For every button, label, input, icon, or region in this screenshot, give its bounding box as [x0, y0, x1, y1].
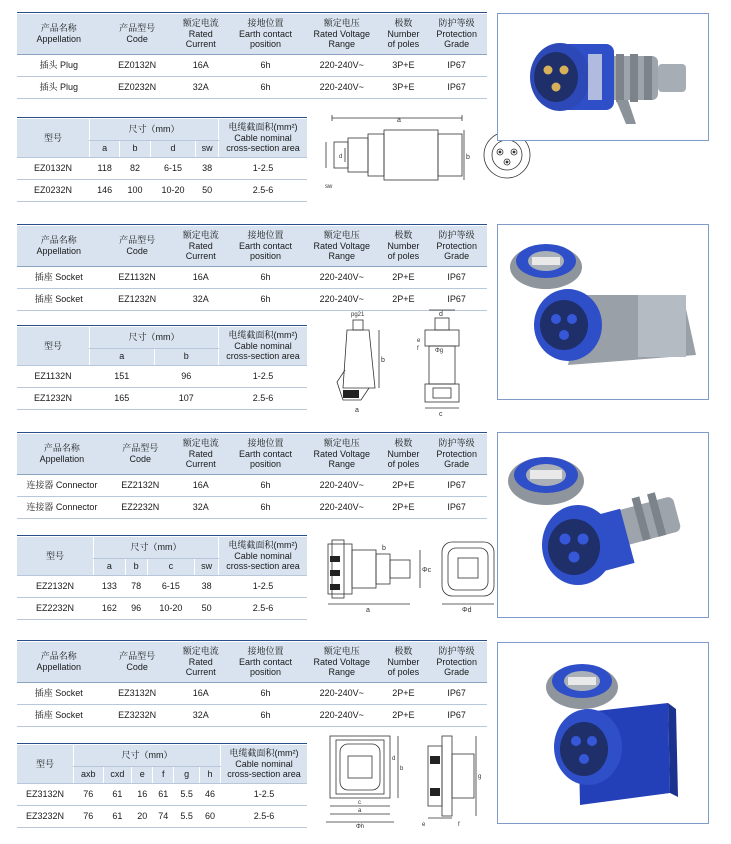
cell-dim: 50 [196, 179, 219, 201]
col-protection: 防护等级 Protection Grade [426, 434, 487, 474]
cell-model: EZ3232N [17, 805, 74, 827]
col-code: 产品型号 Code [101, 226, 174, 266]
col-voltage: 额定电压 Rated Voltage Range [303, 226, 380, 266]
cell-current: 32A [174, 76, 228, 98]
table-row [17, 496, 487, 518]
spec-table-connector [17, 434, 487, 519]
cell-dim: 165 [90, 387, 155, 409]
dim-col-f: f [153, 766, 174, 783]
dim-col-cable: 电缆截面积(mm²) Cable nominal cross-section area [221, 745, 308, 783]
cell-cable: 1-2.5 [221, 783, 308, 805]
dim-label-d: d [439, 311, 443, 318]
dim-col-size: 尺寸（mm） [90, 119, 219, 140]
dim-col-a: a [90, 140, 120, 157]
wall-socket-image [498, 225, 708, 399]
cell-dim: 10-20 [147, 597, 195, 619]
spec-table-plug [17, 14, 487, 99]
dim-col-a: a [90, 348, 155, 365]
dim-label-g: Φg [435, 348, 444, 354]
cell-dim: 118 [90, 157, 120, 179]
dim-col-model: 型号 [17, 119, 90, 157]
dim-label-h: Φh [356, 824, 365, 830]
section-rule [17, 743, 307, 744]
wall-socket-technical-drawing [325, 308, 485, 418]
cell-dim: 133 [94, 575, 126, 597]
section-rule [17, 325, 307, 326]
section-rule [17, 640, 487, 641]
cell-poles: 2P+E [380, 704, 426, 726]
product-photo-connector [497, 432, 709, 618]
dim-label-b: b [381, 357, 385, 364]
dim-label-b: b [382, 545, 386, 552]
dim-label-c: c [358, 800, 361, 806]
cell-dim: 151 [90, 365, 155, 387]
col-earth: 接地位置 Earth contact position [228, 226, 303, 266]
cell-current: 32A [174, 288, 228, 310]
section-rule [17, 535, 307, 536]
cell-ip: IP67 [426, 54, 487, 76]
panel-socket-technical-drawing [322, 730, 498, 838]
col-code: 产品型号 Code [101, 14, 174, 54]
table-row [17, 474, 487, 496]
cell-voltage: 220-240V~ [303, 54, 380, 76]
cell-dim: 38 [196, 157, 219, 179]
col-earth: 接地位置 Earth contact position [228, 434, 303, 474]
dim-label-e: e [417, 338, 421, 344]
dim-label-b: b [400, 766, 404, 772]
table-row [17, 387, 307, 409]
dim-col-cable: 电缆截面积(mm²) Cable nominal cross-section area [219, 537, 308, 575]
cell-earth: 6h [228, 266, 303, 288]
cell-dim: 61 [103, 805, 132, 827]
section-connector [0, 420, 731, 630]
dim-label-f: f [417, 346, 419, 352]
spec-table-wall-socket [17, 226, 487, 311]
cell-current: 32A [174, 704, 228, 726]
cell-dim: 76 [74, 783, 104, 805]
cell-poles: 2P+E [380, 288, 426, 310]
dim-label-g: g [478, 774, 482, 780]
cell-name: 插座 Socket [17, 288, 101, 310]
col-appellation: 产品名称 Appellation [17, 642, 101, 682]
cell-code: EZ3232N [101, 704, 174, 726]
dim-label-d: d [392, 756, 396, 762]
col-protection: 防护等级 Protection Grade [426, 14, 487, 54]
dim-col-d: d [150, 140, 196, 157]
cell-dim: 46 [199, 783, 220, 805]
cell-earth: 6h [228, 704, 303, 726]
dim-col-size: 尺寸（mm） [90, 327, 219, 348]
cell-ip: IP67 [426, 682, 487, 704]
cell-cable: 1-2.5 [219, 157, 308, 179]
dim-col-model: 型号 [17, 745, 74, 783]
cell-code: EZ0132N [101, 54, 174, 76]
cell-dim: 74 [153, 805, 174, 827]
table-row [17, 157, 307, 179]
cell-voltage: 220-240V~ [303, 266, 380, 288]
cell-dim: 50 [195, 597, 219, 619]
table-row [17, 76, 487, 98]
cell-poles: 2P+E [380, 266, 426, 288]
cell-voltage: 220-240V~ [303, 288, 380, 310]
section-panel-socket [0, 630, 731, 844]
table-row [17, 805, 307, 827]
cell-dim: 60 [199, 805, 220, 827]
dim-label-d: d [339, 154, 343, 160]
cell-earth: 6h [228, 474, 303, 496]
dim-col-g: g [174, 766, 200, 783]
cell-current: 16A [174, 474, 228, 496]
dim-col-b: b [120, 140, 150, 157]
cell-voltage: 220-240V~ [303, 704, 380, 726]
table-row [17, 783, 307, 805]
table-row [17, 575, 307, 597]
cell-model: EZ2232N [17, 597, 94, 619]
section-rule [17, 12, 487, 13]
col-earth: 接地位置 Earth contact position [228, 14, 303, 54]
cell-model: EZ3132N [17, 783, 74, 805]
cell-cable: 1-2.5 [219, 575, 308, 597]
dim-col-h: h [199, 766, 220, 783]
col-current: 额定电流 Rated Current [174, 226, 228, 266]
col-voltage: 额定电压 Rated Voltage Range [303, 14, 380, 54]
cell-name: 连接器 Connector [17, 496, 107, 518]
cell-voltage: 220-240V~ [303, 76, 380, 98]
col-current: 额定电流 Rated Current [174, 642, 228, 682]
dim-col-c: c [147, 558, 195, 575]
dim-label-a: a [366, 607, 370, 614]
col-voltage: 额定电压 Rated Voltage Range [303, 642, 380, 682]
cell-dim: 96 [125, 597, 147, 619]
cell-code: EZ2132N [107, 474, 174, 496]
cell-name: 插头 Plug [17, 54, 101, 76]
connector-technical-drawing [322, 536, 502, 616]
panel-socket-image [498, 643, 708, 823]
cell-cable: 1-2.5 [219, 365, 308, 387]
cell-dim: 82 [120, 157, 150, 179]
cell-dim: 20 [132, 805, 153, 827]
cell-poles: 2P+E [380, 496, 426, 518]
col-appellation: 产品名称 Appellation [17, 14, 101, 54]
col-poles: 极数 Number of poles [380, 226, 426, 266]
table-row [17, 597, 307, 619]
dim-label-a: a [355, 407, 359, 414]
dim-label-c: Φc [422, 567, 432, 574]
dim-table-plug [17, 119, 307, 202]
section-rule [17, 117, 307, 118]
cell-cable: 2.5-6 [219, 597, 308, 619]
dim-label-c: c [439, 411, 443, 418]
cell-model: EZ2132N [17, 575, 94, 597]
table-row [17, 682, 487, 704]
cell-current: 16A [174, 682, 228, 704]
dim-col-model: 型号 [17, 537, 94, 575]
cell-cable: 2.5-6 [219, 387, 308, 409]
table-row [17, 704, 487, 726]
cell-dim: 100 [120, 179, 150, 201]
col-poles: 极数 Number of poles [380, 14, 426, 54]
cell-dim: 16 [132, 783, 153, 805]
section-plug [0, 0, 731, 210]
dim-col-axb: axb [74, 766, 104, 783]
plug-image [498, 14, 708, 140]
col-earth: 接地位置 Earth contact position [228, 642, 303, 682]
cell-model: EZ0232N [17, 179, 90, 201]
cell-code: EZ3132N [101, 682, 174, 704]
col-poles: 极数 Number of poles [380, 434, 426, 474]
dim-col-size: 尺寸（mm） [94, 537, 219, 558]
col-appellation: 产品名称 Appellation [17, 226, 101, 266]
cell-dim: 6-15 [150, 157, 196, 179]
dim-col-b: b [154, 348, 219, 365]
product-photo-panel-socket [497, 642, 709, 824]
dim-col-model: 型号 [17, 327, 90, 365]
cell-current: 32A [174, 496, 228, 518]
dim-col-sw: sw [196, 140, 219, 157]
cell-dim: 96 [154, 365, 219, 387]
cell-voltage: 220-240V~ [303, 496, 380, 518]
cell-name: 插座 Socket [17, 704, 101, 726]
cell-ip: IP67 [426, 704, 487, 726]
cell-code: EZ0232N [101, 76, 174, 98]
table-row [17, 54, 487, 76]
product-photo-plug [497, 13, 709, 141]
cell-name: 连接器 Connector [17, 474, 107, 496]
section-wall-socket [0, 210, 731, 420]
cell-dim: 78 [125, 575, 147, 597]
cell-earth: 6h [228, 76, 303, 98]
dim-table-panel-socket [17, 745, 307, 828]
cell-code: EZ1232N [101, 288, 174, 310]
dim-col-a: a [94, 558, 126, 575]
dim-col-sw: sw [195, 558, 219, 575]
cell-name: 插头 Plug [17, 76, 101, 98]
product-photo-wall-socket [497, 224, 709, 400]
dim-col-cable: 电缆截面积(mm²) Cable nominal cross-section area [219, 119, 308, 157]
cell-current: 16A [174, 54, 228, 76]
table-row [17, 179, 307, 201]
cell-dim: 38 [195, 575, 219, 597]
cell-dim: 61 [153, 783, 174, 805]
cell-code: EZ1132N [101, 266, 174, 288]
cell-poles: 2P+E [380, 682, 426, 704]
cell-poles: 3P+E [380, 76, 426, 98]
cell-ip: IP67 [426, 496, 487, 518]
cell-earth: 6h [228, 682, 303, 704]
cell-dim: 5.5 [174, 805, 200, 827]
cell-poles: 2P+E [380, 474, 426, 496]
cell-dim: 6-15 [147, 575, 195, 597]
dim-label-e: e [422, 822, 426, 828]
section-rule [17, 224, 487, 225]
dim-label-a: a [358, 808, 362, 814]
dim-col-e: e [132, 766, 153, 783]
cell-earth: 6h [228, 496, 303, 518]
cell-voltage: 220-240V~ [303, 474, 380, 496]
cell-dim: 146 [90, 179, 120, 201]
dim-label-d: Φd [462, 607, 472, 614]
col-protection: 防护等级 Protection Grade [426, 642, 487, 682]
col-appellation: 产品名称 Appellation [17, 434, 107, 474]
cell-poles: 3P+E [380, 54, 426, 76]
cell-current: 16A [174, 266, 228, 288]
col-current: 额定电流 Rated Current [174, 434, 228, 474]
cell-cable: 2.5-6 [221, 805, 308, 827]
cell-ip: IP67 [426, 266, 487, 288]
dim-col-cable: 电缆截面积(mm²) Cable nominal cross-section area [219, 327, 308, 365]
dim-col-size: 尺寸（mm） [74, 745, 221, 766]
col-poles: 极数 Number of poles [380, 642, 426, 682]
dim-label-f: f [458, 822, 460, 828]
section-rule [17, 432, 487, 433]
cell-cable: 2.5-6 [219, 179, 308, 201]
cell-earth: 6h [228, 54, 303, 76]
dim-label-a: a [397, 117, 401, 124]
cell-voltage: 220-240V~ [303, 682, 380, 704]
table-row [17, 365, 307, 387]
cell-code: EZ2232N [107, 496, 174, 518]
dim-label-b: b [466, 154, 470, 161]
cell-dim: 61 [103, 783, 132, 805]
cell-dim: 5.5 [174, 783, 200, 805]
table-row [17, 266, 487, 288]
connector-image [498, 433, 708, 617]
col-current: 额定电流 Rated Current [174, 14, 228, 54]
dim-col-b: b [125, 558, 147, 575]
cell-name: 插座 Socket [17, 682, 101, 704]
cell-ip: IP67 [426, 474, 487, 496]
col-code: 产品型号 Code [101, 642, 174, 682]
cell-ip: IP67 [426, 76, 487, 98]
dim-table-wall-socket [17, 327, 307, 410]
cell-dim: 162 [94, 597, 126, 619]
col-code: 产品型号 Code [107, 434, 174, 474]
cell-model: EZ1132N [17, 365, 90, 387]
dim-table-connector [17, 537, 307, 620]
col-voltage: 额定电压 Rated Voltage Range [303, 434, 380, 474]
cell-ip: IP67 [426, 288, 487, 310]
dim-label-pg: pg21 [351, 312, 365, 318]
cell-model: EZ1232N [17, 387, 90, 409]
cell-model: EZ0132N [17, 157, 90, 179]
dim-col-cxd: cxd [103, 766, 132, 783]
table-row [17, 288, 487, 310]
cell-earth: 6h [228, 288, 303, 310]
dim-label-sw: sw [325, 184, 333, 190]
cell-dim: 107 [154, 387, 219, 409]
cell-dim: 76 [74, 805, 104, 827]
col-protection: 防护等级 Protection Grade [426, 226, 487, 266]
spec-table-panel-socket [17, 642, 487, 727]
cell-dim: 10-20 [150, 179, 196, 201]
cell-name: 插座 Socket [17, 266, 101, 288]
